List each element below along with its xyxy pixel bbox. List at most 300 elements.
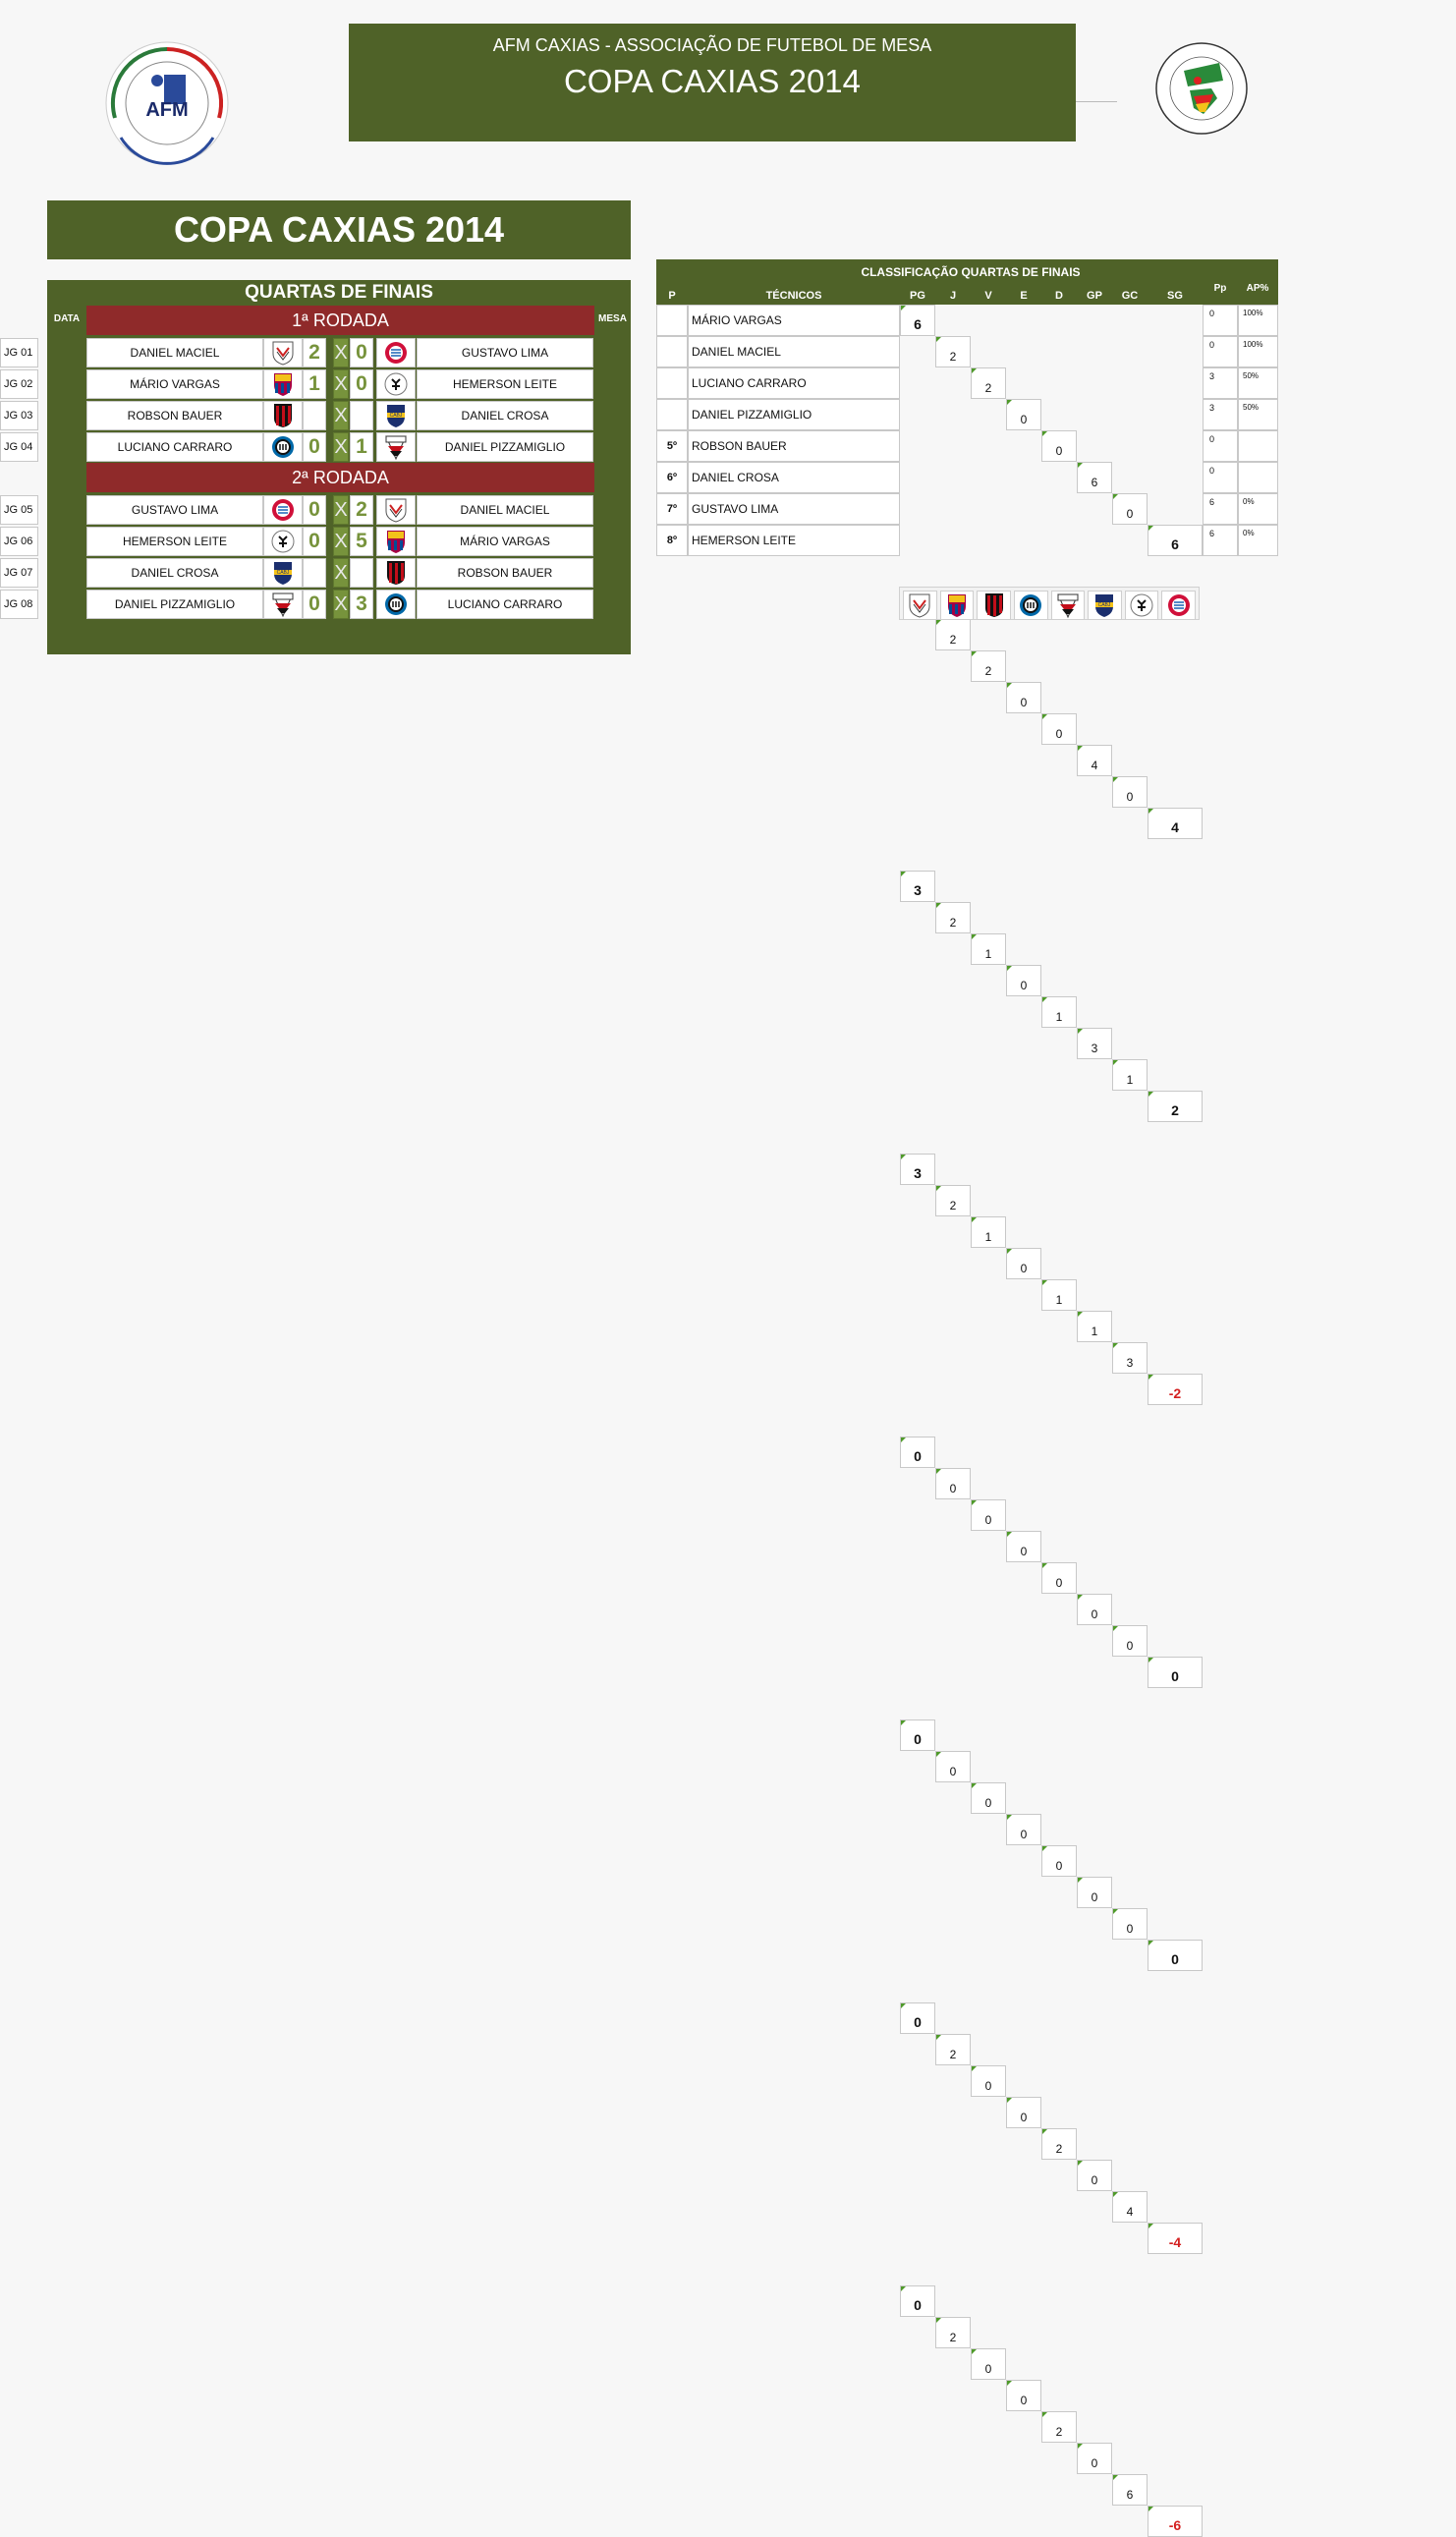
stat-j: [935, 1751, 971, 1782]
cell-marker: [1148, 2507, 1153, 2511]
germany-crest: [376, 369, 416, 399]
stat-value: 0: [984, 1513, 992, 1527]
away-player: DANIEL CROSA: [417, 401, 593, 430]
stat-value: 1: [1055, 1010, 1063, 1024]
home-score: [303, 558, 326, 588]
cell-marker: [901, 1438, 906, 1442]
stat-value: -2: [1168, 1385, 1182, 1401]
stat-value: 2: [1055, 2142, 1063, 2156]
stat-value: 3: [914, 1165, 922, 1181]
cell-marker: [1042, 1846, 1047, 1851]
home-score: 1: [303, 369, 326, 399]
classification-col-header: SG: [1167, 290, 1183, 302]
stat-sg: [1148, 1374, 1203, 1405]
versus-mark: X: [333, 432, 349, 462]
classification-col-header: V: [984, 290, 992, 302]
away-player: ROBSON BAUER: [417, 558, 593, 588]
stat-value: 0: [1126, 507, 1134, 521]
cell-marker: [936, 903, 941, 908]
game-id: JG 03: [0, 401, 38, 430]
svg-text:CABJ: CABJ: [389, 413, 403, 419]
stat-pp: 6: [1203, 525, 1238, 556]
crest-legend: [899, 587, 1200, 620]
stat-d: [1041, 2411, 1077, 2443]
stat-gp: [1077, 1877, 1112, 1908]
cell-marker: [1042, 714, 1047, 719]
stat-value: 0: [1020, 2111, 1028, 2124]
stat-sg: [1148, 1091, 1203, 1122]
stat-v: [971, 367, 1006, 399]
stat-gc: [1112, 1342, 1148, 1374]
stat-pg: [900, 305, 935, 336]
game-id: JG 08: [0, 590, 38, 619]
cell-marker: [1113, 777, 1118, 782]
classification-col-header: TÉCNICOS: [765, 290, 822, 302]
date-cell: [47, 494, 86, 526]
stat-gc: [1112, 1625, 1148, 1657]
stat-gc: [1112, 1059, 1148, 1091]
header-divider: [1076, 101, 1117, 102]
stat-sg: [1148, 808, 1203, 839]
stat-gc: [1112, 2474, 1148, 2506]
cell-marker: [972, 1217, 977, 1222]
stat-value: 1: [1091, 1325, 1098, 1338]
stat-e: [1006, 2380, 1041, 2411]
mesa-cell: [594, 589, 631, 620]
stat-pg: [900, 871, 935, 902]
stat-ap: 0%: [1238, 525, 1278, 556]
game-id: JG 02: [0, 369, 38, 399]
col-mesa-label: MESA: [598, 313, 627, 324]
stat-value: 0: [914, 2297, 922, 2313]
classification-position: 4º: [656, 399, 688, 430]
stat-value: 0: [1020, 1828, 1028, 1841]
classification-col-header: Pp: [1213, 283, 1227, 294]
inter-crest: [263, 432, 303, 462]
cell-marker: [972, 934, 977, 939]
stat-value: 2: [949, 1199, 957, 1212]
stat-ap: [1238, 462, 1278, 493]
round-2-label: 2ª RODADA: [86, 463, 594, 492]
game-id: JG 04: [0, 432, 38, 462]
classification-name: DANIEL MACIEL: [688, 336, 900, 367]
white-crest: [263, 338, 303, 367]
cell-marker: [1113, 1626, 1118, 1631]
stat-gp: [1077, 462, 1112, 493]
classification-name: HEMERSON LEITE: [688, 525, 900, 556]
stat-value: 0: [1055, 1576, 1063, 1590]
stat-pp: 0: [1203, 336, 1238, 367]
cell-marker: [936, 337, 941, 342]
stat-d: [1041, 430, 1077, 462]
home-score: 0: [303, 590, 326, 619]
inter-crest: [1014, 591, 1048, 620]
cell-marker: [1078, 2444, 1083, 2449]
stat-j: [935, 619, 971, 650]
cell-marker: [1113, 1343, 1118, 1348]
cell-marker: [972, 1500, 977, 1505]
bayern-crest: [376, 338, 416, 367]
stat-e: [1006, 682, 1041, 713]
stat-gp: [1077, 1311, 1112, 1342]
mesa-cell: [594, 337, 631, 368]
stat-pp: 0: [1203, 305, 1238, 336]
cell-marker: [972, 651, 977, 656]
stat-value: 0: [914, 1731, 922, 1747]
away-score: 0: [350, 338, 373, 367]
cell-marker: [1042, 1563, 1047, 1568]
classification-col-header: P: [668, 290, 676, 302]
stat-ap: 0%: [1238, 493, 1278, 525]
stat-pg: [900, 1154, 935, 1185]
barcelona-crest: [376, 527, 416, 556]
cell-marker: [1042, 2412, 1047, 2417]
date-cell: [47, 337, 86, 368]
stat-value: 0: [1020, 696, 1028, 709]
stat-d: [1041, 1845, 1077, 1877]
cell-marker: [1148, 1375, 1153, 1380]
stat-d: [1041, 2128, 1077, 2160]
stat-gp: [1077, 2443, 1112, 2474]
cell-marker: [901, 2286, 906, 2291]
stat-sg: [1148, 525, 1203, 556]
stat-d: [1041, 996, 1077, 1028]
cell-marker: [1042, 431, 1047, 436]
home-player: MÁRIO VARGAS: [86, 369, 263, 399]
cell-marker: [1078, 1029, 1083, 1034]
stat-value: 0: [1055, 727, 1063, 741]
date-cell: [47, 400, 86, 431]
stat-sg: [1148, 1940, 1203, 1971]
cell-marker: [1113, 1909, 1118, 1914]
cell-marker: [972, 2349, 977, 2354]
stat-value: 0: [1126, 1922, 1134, 1936]
classification-name: GUSTAVO LIMA: [688, 493, 900, 525]
game-id: JG 06: [0, 527, 38, 556]
classification-position: 7º: [656, 493, 688, 525]
away-player: DANIEL MACIEL: [417, 495, 593, 525]
classification-col-header: GC: [1121, 290, 1139, 302]
versus-mark: X: [333, 338, 349, 367]
classification-position: 2º: [656, 336, 688, 367]
cell-marker: [901, 306, 906, 310]
stat-pp: 3: [1203, 399, 1238, 430]
stat-value: 0: [1171, 1668, 1179, 1684]
cell-marker: [1113, 1060, 1118, 1065]
stat-ap: [1238, 430, 1278, 462]
cell-marker: [1078, 2161, 1083, 2166]
home-score: [303, 401, 326, 430]
cell-marker: [1007, 1249, 1012, 1254]
stat-gc: [1112, 2191, 1148, 2223]
barcelona-crest: [263, 369, 303, 399]
stat-value: 6: [1126, 2488, 1134, 2502]
bayern-crest: [263, 495, 303, 525]
stat-value: 2: [1171, 1102, 1179, 1118]
away-player: DANIEL PIZZAMIGLIO: [417, 432, 593, 462]
stat-v: [971, 1216, 1006, 1248]
cell-marker: [1042, 2129, 1047, 2134]
versus-mark: X: [333, 527, 349, 556]
cell-marker: [1007, 966, 1012, 971]
federation-logo: [1154, 41, 1249, 136]
cell-marker: [1007, 400, 1012, 405]
home-player: ROBSON BAUER: [86, 401, 263, 430]
home-player: LUCIANO CARRARO: [86, 432, 263, 462]
stat-d: [1041, 1279, 1077, 1311]
stat-value: 1: [984, 947, 992, 961]
classification-col-header: AP%: [1246, 283, 1269, 294]
classification-name: DANIEL PIZZAMIGLIO: [688, 399, 900, 430]
header-cup-title: COPA CAXIAS 2014: [563, 63, 862, 99]
afm-logo-text: AFM: [145, 99, 189, 121]
cell-marker: [1148, 2224, 1153, 2228]
cell-marker: [1007, 2098, 1012, 2103]
stat-pg: [900, 2002, 935, 2034]
stat-j: [935, 336, 971, 367]
mesa-cell: [594, 526, 631, 557]
home-player: DANIEL MACIEL: [86, 338, 263, 367]
afm-logo: [103, 39, 231, 167]
stat-value: 0: [949, 1765, 957, 1778]
stat-pp: 6: [1203, 493, 1238, 525]
cell-marker: [1148, 526, 1153, 531]
cell-marker: [1148, 809, 1153, 814]
mesa-cell: [594, 494, 631, 526]
cell-marker: [1148, 1941, 1153, 1945]
cell-marker: [1042, 997, 1047, 1002]
stat-value: 0: [1126, 790, 1134, 804]
date-cell: [47, 431, 86, 463]
stat-value: 2: [984, 664, 992, 678]
stat-j: [935, 1185, 971, 1216]
classification-col-header: PG: [910, 290, 925, 302]
germany-crest: [263, 527, 303, 556]
stat-j: [935, 2317, 971, 2348]
cell-marker: [1042, 1280, 1047, 1285]
cell-marker: [1078, 1312, 1083, 1317]
classification-position: 8º: [656, 525, 688, 556]
versus-mark: X: [333, 401, 349, 430]
classification-col-header: J: [949, 290, 957, 302]
home-score: 0: [303, 432, 326, 462]
stat-value: 0: [984, 2362, 992, 2376]
stat-value: 0: [1091, 2456, 1098, 2470]
cell-marker: [972, 1783, 977, 1788]
home-player: HEMERSON LEITE: [86, 527, 263, 556]
stat-gc: [1112, 493, 1148, 525]
cell-marker: [1078, 463, 1083, 468]
stat-sg: [1148, 2223, 1203, 2254]
main-title: COPA CAXIAS 2014: [47, 200, 631, 259]
stat-v: [971, 650, 1006, 682]
home-score: 2: [303, 338, 326, 367]
cell-marker: [901, 2003, 906, 2008]
versus-mark: X: [333, 495, 349, 525]
inter-crest: [376, 590, 416, 619]
stat-v: [971, 2348, 1006, 2380]
classification-name: LUCIANO CARRARO: [688, 367, 900, 399]
stat-value: 0: [1020, 1545, 1028, 1558]
away-player: LUCIANO CARRARO: [417, 590, 593, 619]
cell-marker: [901, 1155, 906, 1159]
stat-value: 6: [1091, 476, 1098, 489]
cell-marker: [1078, 1595, 1083, 1600]
versus-mark: X: [333, 369, 349, 399]
bayern-crest: [1161, 591, 1196, 620]
stat-value: 2: [949, 633, 957, 647]
classification-name: DANIEL CROSA: [688, 462, 900, 493]
stat-gc: [1112, 1908, 1148, 1940]
stat-value: 0: [1091, 1607, 1098, 1621]
cell-marker: [1007, 2381, 1012, 2386]
versus-mark: X: [333, 590, 349, 619]
stat-value: 2: [949, 2331, 957, 2344]
cell-marker: [1007, 1532, 1012, 1537]
cell-marker: [936, 1469, 941, 1474]
cell-marker: [1078, 1878, 1083, 1883]
stat-gp: [1077, 1594, 1112, 1625]
svg-text:CABJ: CABJ: [276, 570, 290, 576]
stat-v: [971, 1782, 1006, 1814]
cell-marker: [1113, 2192, 1118, 2197]
mesa-cell: [594, 368, 631, 400]
classification-col-header: D: [1055, 290, 1063, 302]
game-id: JG 05: [0, 495, 38, 525]
stat-pg: [900, 1437, 935, 1468]
stat-sg: [1148, 1657, 1203, 1688]
classification-col-header: GP: [1087, 290, 1102, 302]
cell-marker: [901, 872, 906, 876]
stat-value: 0: [949, 1482, 957, 1495]
cell-marker: [1007, 1815, 1012, 1820]
stat-value: 0: [1020, 979, 1028, 992]
stat-e: [1006, 399, 1041, 430]
stat-v: [971, 2065, 1006, 2097]
home-player: GUSTAVO LIMA: [86, 495, 263, 525]
home-score: 0: [303, 495, 326, 525]
stat-value: 4: [1171, 819, 1179, 835]
home-score: 0: [303, 527, 326, 556]
classification-position: 3º: [656, 367, 688, 399]
white-crest: [376, 495, 416, 525]
classification-position: 6º: [656, 462, 688, 493]
stat-ap: 100%: [1238, 305, 1278, 336]
stat-value: 2: [949, 916, 957, 930]
stat-pp: 3: [1203, 367, 1238, 399]
stat-j: [935, 2034, 971, 2065]
svg-text:CABJ: CABJ: [1098, 602, 1111, 608]
stat-ap: 50%: [1238, 367, 1278, 399]
away-score: 1: [350, 432, 373, 462]
away-player: HEMERSON LEITE: [417, 369, 593, 399]
stat-e: [1006, 2097, 1041, 2128]
stat-value: 4: [1091, 759, 1098, 772]
stat-v: [971, 933, 1006, 965]
stat-value: 0: [1171, 1951, 1179, 1967]
away-score: 0: [350, 369, 373, 399]
stat-ap: 50%: [1238, 399, 1278, 430]
stat-d: [1041, 713, 1077, 745]
stat-pg: [900, 1720, 935, 1751]
col-data-label: DATA: [53, 313, 81, 324]
versus-mark: X: [333, 558, 349, 588]
stat-value: 2: [949, 350, 957, 364]
stat-ap: 100%: [1238, 336, 1278, 367]
cell-marker: [1113, 2475, 1118, 2480]
stat-value: 2: [984, 381, 992, 395]
away-score: 5: [350, 527, 373, 556]
cell-marker: [1148, 1092, 1153, 1097]
stat-value: 0: [1055, 1859, 1063, 1873]
stat-value: 0: [1020, 2394, 1028, 2407]
stat-value: 6: [1171, 536, 1179, 552]
classification-name: MÁRIO VARGAS: [688, 305, 900, 336]
game-id: JG 01: [0, 338, 38, 367]
mesa-cell: [594, 557, 631, 589]
cell-marker: [936, 1186, 941, 1191]
away-score: [350, 558, 373, 588]
stat-value: 6: [914, 316, 922, 332]
redblack-crest: [977, 591, 1011, 620]
mesa-cell: [594, 431, 631, 463]
cell-marker: [1078, 746, 1083, 751]
barcelona-crest: [940, 591, 975, 620]
stat-value: 0: [1020, 1262, 1028, 1275]
stat-gc: [1112, 776, 1148, 808]
stat-e: [1006, 1248, 1041, 1279]
stat-pg: [900, 2285, 935, 2317]
quarters-title: QUARTAS DE FINAIS: [245, 282, 433, 303]
stat-value: 1: [984, 1230, 992, 1244]
redblack-crest: [263, 401, 303, 430]
germany-crest: [1125, 591, 1159, 620]
stat-value: 1: [1055, 1293, 1063, 1307]
stat-value: 3: [1091, 1042, 1098, 1055]
cell-marker: [972, 368, 977, 373]
date-cell: [47, 526, 86, 557]
mesa-cell: [594, 400, 631, 431]
stat-value: 0: [1091, 2173, 1098, 2187]
stat-e: [1006, 965, 1041, 996]
stat-value: 0: [1055, 444, 1063, 458]
stat-v: [971, 1499, 1006, 1531]
white-crest: [903, 591, 937, 620]
cell-marker: [936, 2318, 941, 2323]
classification-position: 5º: [656, 430, 688, 462]
classification-position: 1º: [656, 305, 688, 336]
stat-e: [1006, 1814, 1041, 1845]
cell-marker: [936, 620, 941, 625]
cell-marker: [936, 2035, 941, 2040]
boca-crest: [376, 401, 416, 430]
cell-marker: [936, 1752, 941, 1757]
away-score: 2: [350, 495, 373, 525]
stat-value: 0: [1020, 413, 1028, 426]
stat-value: 0: [1126, 1639, 1134, 1653]
stat-value: 3: [1126, 1356, 1134, 1370]
stat-value: 4: [1126, 2205, 1134, 2219]
redblack-crest: [376, 558, 416, 588]
date-cell: [47, 589, 86, 620]
classification-name: ROBSON BAUER: [688, 430, 900, 462]
stat-value: 0: [984, 1796, 992, 1810]
away-player: MÁRIO VARGAS: [417, 527, 593, 556]
stat-gp: [1077, 1028, 1112, 1059]
game-id: JG 07: [0, 558, 38, 588]
stat-value: 0: [1091, 1890, 1098, 1904]
stat-pp: 0: [1203, 462, 1238, 493]
